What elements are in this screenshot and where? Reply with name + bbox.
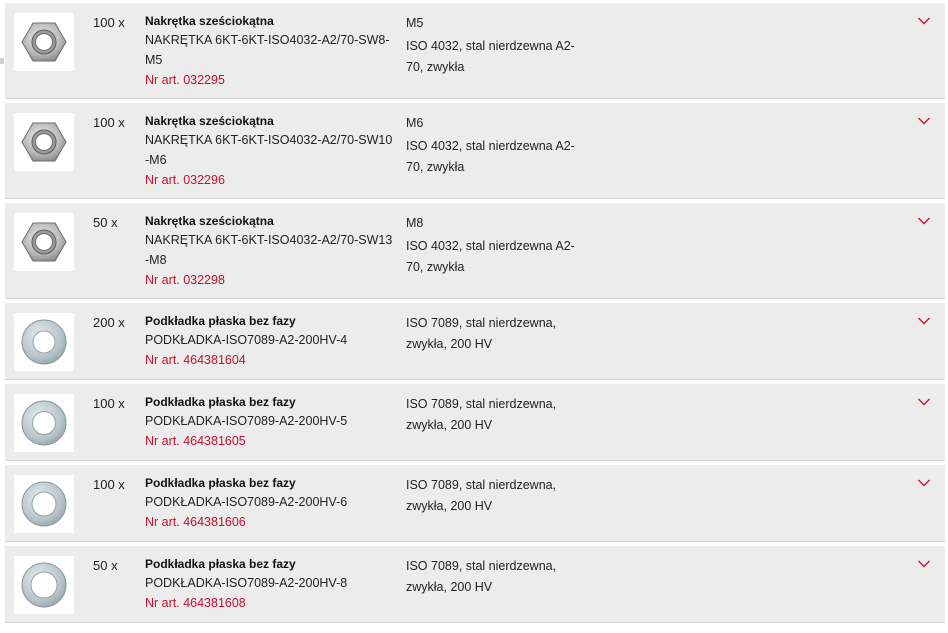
product-description: ISO 7089, stal nierdzewna, zwykła, 200 HV [406,478,557,513]
article-number: Nr art. 032296 [145,173,225,187]
product-spec [406,556,576,598]
quantity-label: 50 x [93,215,118,230]
product-description: ISO 7089, stal nierdzewna, zwykła, 200 HV [406,559,557,594]
product-spec [406,475,576,517]
product-thumbnail[interactable] [14,213,74,271]
article-number: Nr art. 464381604 [145,353,246,367]
quantity-label: 100 x [93,15,125,30]
product-thumbnail[interactable] [14,556,74,614]
product-code: NAKRĘTKA 6KT-6KT-ISO4032-A2/70-SW8-M5 [145,33,390,67]
chevron-down-icon[interactable] [917,559,931,569]
flat-washer-icon [19,560,69,610]
chevron-down-icon[interactable] [917,216,931,226]
scroll-edge-marker [0,58,4,64]
article-number: Nr art. 464381608 [145,596,246,610]
quantity-label: 100 x [93,115,125,130]
product-name[interactable]: Podkładka płaska bez fazy [145,476,296,490]
product-description: ISO 7089, stal nierdzewna, zwykła, 200 HV [406,397,557,432]
product-name[interactable]: Podkładka płaska bez fazy [145,557,296,571]
product-description: ISO 4032, stal nierdzewna A2-70, zwykła [406,239,575,274]
product-size: M8 [406,216,424,230]
list-item [5,3,945,99]
product-code: NAKRĘTKA 6KT-6KT-ISO4032-A2/70-SW13-M8 [145,233,393,267]
product-info [145,312,393,370]
product-description: ISO 4032, stal nierdzewna A2-70, zwykła [406,39,575,74]
article-number: Nr art. 464381606 [145,515,246,529]
product-size: M5 [406,16,424,30]
product-info [145,393,393,451]
flat-washer-icon [19,398,69,448]
product-info [145,474,393,532]
product-name[interactable]: Podkładka płaska bez fazy [145,314,296,328]
product-spec [406,313,576,355]
product-info [145,555,393,613]
product-spec [406,213,576,278]
product-code: PODKŁADKA-ISO7089-A2-200HV-4 [145,333,348,347]
product-description: ISO 7089, stal nierdzewna, zwykła, 200 HV [406,316,557,351]
product-name[interactable]: Nakrętka sześciokątna [145,114,274,128]
hex-nut-icon [21,220,67,264]
flat-washer-icon [19,317,69,367]
flat-washer-icon [19,479,69,529]
quantity-label: 100 x [93,477,125,492]
chevron-down-icon[interactable] [917,116,931,126]
chevron-down-icon[interactable] [917,478,931,488]
product-info [145,212,393,290]
product-description: ISO 4032, stal nierdzewna A2-70, zwykła [406,139,575,174]
product-size: M6 [406,116,424,130]
product-name[interactable]: Nakrętka sześciokątna [145,14,274,28]
list-item [5,546,945,623]
hex-nut-icon [21,20,67,64]
list-item [5,465,945,542]
product-thumbnail[interactable] [14,394,74,452]
quantity-label: 100 x [93,396,125,411]
chevron-down-icon[interactable] [917,397,931,407]
product-thumbnail[interactable] [14,13,74,71]
article-number: Nr art. 032298 [145,273,225,287]
chevron-down-icon[interactable] [917,316,931,326]
list-item [5,303,945,380]
quantity-label: 200 x [93,315,125,330]
product-spec [406,13,576,78]
chevron-down-icon[interactable] [917,16,931,26]
product-info [145,112,393,190]
list-item [5,103,945,199]
product-name[interactable]: Podkładka płaska bez fazy [145,395,296,409]
product-code: PODKŁADKA-ISO7089-A2-200HV-5 [145,414,348,428]
article-number: Nr art. 032295 [145,73,225,87]
product-thumbnail[interactable] [14,113,74,171]
list-item [5,203,945,299]
product-code: PODKŁADKA-ISO7089-A2-200HV-8 [145,576,348,590]
product-list [5,3,945,627]
product-thumbnail[interactable] [14,475,74,533]
product-thumbnail[interactable] [14,313,74,371]
article-number: Nr art. 464381605 [145,434,246,448]
hex-nut-icon [21,120,67,164]
list-item [5,384,945,461]
quantity-label: 50 x [93,558,118,573]
product-info [145,12,393,90]
product-name[interactable]: Nakrętka sześciokątna [145,214,274,228]
product-code: NAKRĘTKA 6KT-6KT-ISO4032-A2/70-SW10-M6 [145,133,393,167]
product-spec [406,113,576,178]
product-code: PODKŁADKA-ISO7089-A2-200HV-6 [145,495,348,509]
product-spec [406,394,576,436]
